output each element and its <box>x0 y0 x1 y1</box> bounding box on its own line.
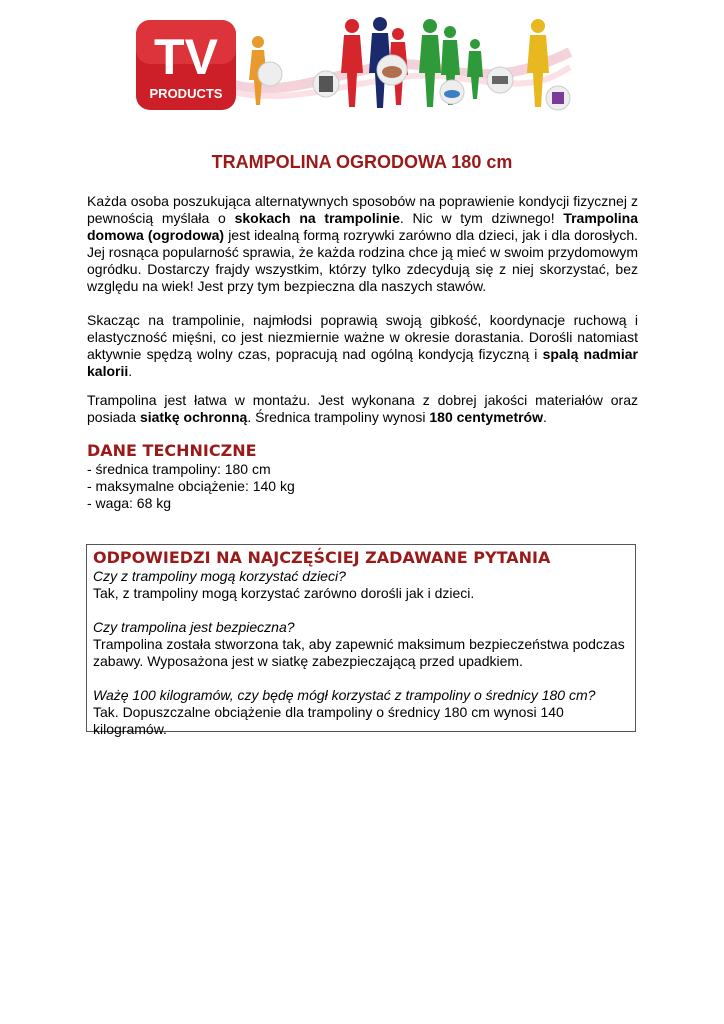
bold-segment: skokach na trampolinie <box>234 210 400 226</box>
faq-question: Ważę 100 kilogramów, czy będę mógł korzystać z trampoliny o średnicy 180 cm? <box>93 687 596 703</box>
text-segment: . Średnica trampoliny wynosi <box>247 409 430 425</box>
page-title: TRAMPOLINA OGRODOWA 180 cm <box>211 152 513 172</box>
header-banner <box>130 12 580 117</box>
tv-products-logo <box>136 20 236 110</box>
benefits-paragraph <box>87 312 638 380</box>
faq-answer: Tak, z trampoliny mogą korzystać zarówno dorośli jak i dzieci. <box>93 585 475 601</box>
bold-segment: siatkę ochronną <box>139 409 248 425</box>
logo-line1: TV <box>154 29 218 85</box>
spec-item: - waga: 68 kg <box>87 495 172 511</box>
text-segment: . <box>543 409 547 425</box>
spec-item: - średnica trampoliny: 180 cm <box>87 461 271 477</box>
text-segment: jest idealną formą rozrywki zarówno dla dzieci, jak i dla dorosłych. Jej rosnąca popularność sprawia, że każda rodzina chce ją mieć w swoim przydomowym ogródku. Dostarczy frajdy wszystkim, którzy tylko zdecydują się z niej skorzystać, bez względu na wiek! Jest przy tym bezpieczna dla naszych stawów. <box>87 227 638 294</box>
text-segment: . <box>128 363 133 379</box>
faq-item <box>93 568 629 602</box>
faq-box <box>86 544 636 737</box>
intro-paragraph <box>87 193 638 295</box>
text-segment: Każda osoba poszukująca alternatywnych sposobów na poprawienie kondycji fizycznej z pewnością myślała o <box>87 193 638 226</box>
bold-segment: 180 centymetrów <box>429 409 543 425</box>
bold-segment: Trampolina domowa (ogrodowa) <box>87 210 639 243</box>
specs-list <box>87 461 638 512</box>
faq-answer: Tak. Dopuszczalne obciążenie dla trampoliny o średnicy 180 cm wynosi 140 kilogramów. <box>93 704 564 737</box>
article-body <box>87 193 638 512</box>
specs-heading: DANE TECHNICZNE <box>87 441 257 460</box>
assembly-paragraph <box>87 392 638 426</box>
faq-question: Czy trampolina jest bezpieczna? <box>93 619 295 635</box>
faq-answer: Trampolina została stworzona tak, aby zapewnić maksimum bezpieczeństwa podczas zabawy. Wyposażona jest w siatkę zabezpieczającą przed upadkiem. <box>93 636 625 669</box>
spec-item: - maksymalne obciążenie: 140 kg <box>87 478 295 494</box>
text-segment: Trampolina jest łatwa w montażu. Jest wykonana z dobrej jakości materiałów oraz posiada <box>87 392 638 425</box>
logo-line2: PRODUCTS <box>149 86 223 101</box>
text-segment: . Nic w tym dziwnego! <box>399 210 564 226</box>
bold-segment: spalą nadmiar kalorii <box>87 346 638 379</box>
faq-item <box>93 619 629 670</box>
faq-heading: ODPOWIEDZI NA NAJCZĘŚCIEJ ZADAWANE PYTANIA <box>93 548 551 567</box>
faq-question: Czy z trampoliny mogą korzystać dzieci? <box>93 568 346 584</box>
text-segment: Skacząc na trampolinie, najmłodsi poprawią swoją gibkość, koordynacje ruchową i elastyczność mięśni, co jest niezmiernie ważne w okresie dorastania. Dorośli natomiast aktywnie spędzą wolny czas, popracują nad ogólną kondycją fizyczną i <box>87 312 638 362</box>
faq-item <box>93 687 629 738</box>
